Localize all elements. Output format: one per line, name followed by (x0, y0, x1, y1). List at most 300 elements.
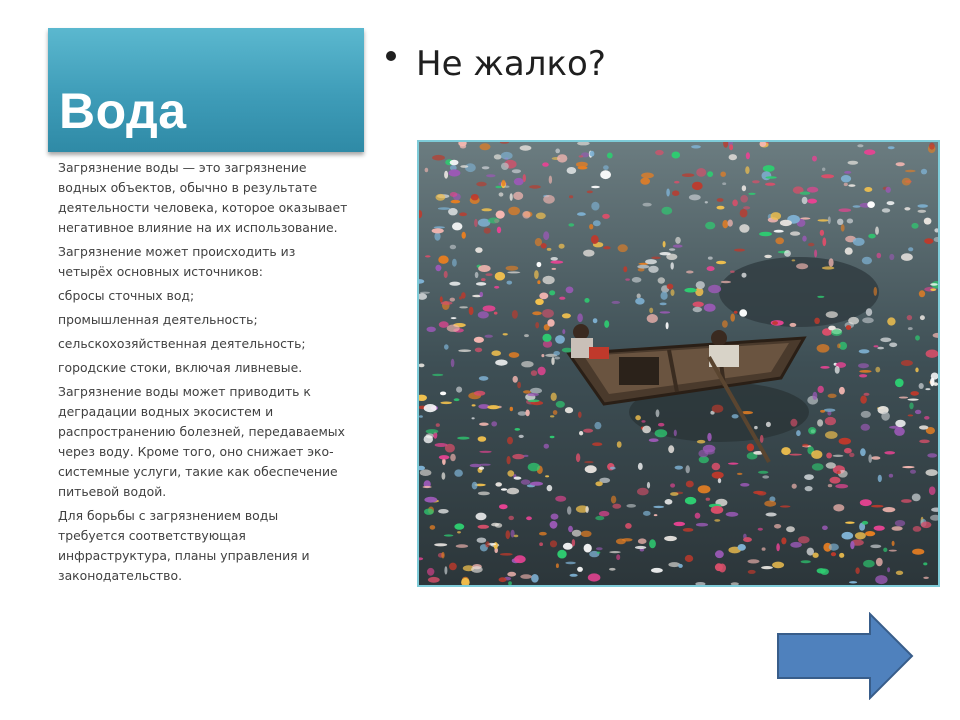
debris-item (864, 149, 875, 155)
debris-item (513, 192, 523, 200)
debris-item (841, 224, 845, 231)
debris-item (833, 504, 844, 511)
debris-item (847, 219, 853, 224)
debris-item (576, 453, 580, 462)
debris-item (632, 277, 642, 283)
debris-item (475, 272, 479, 278)
debris-item (501, 163, 509, 170)
debris-item (449, 563, 457, 571)
debris-item (542, 162, 549, 166)
debris-item (436, 423, 440, 427)
debris-item (528, 400, 540, 403)
debris-item (501, 488, 507, 491)
debris-item (472, 482, 478, 490)
debris-item (549, 290, 555, 295)
debris-item (550, 521, 558, 529)
debris-item (808, 243, 814, 247)
debris-item (704, 304, 716, 312)
debris-item (454, 523, 464, 529)
debris-item (531, 574, 539, 583)
debris-item (901, 360, 913, 366)
debris-item (572, 530, 582, 537)
debris-item (462, 232, 466, 239)
debris-item (501, 152, 513, 160)
bullet-dot-icon (386, 51, 396, 61)
debris-item (507, 488, 519, 495)
debris-item (831, 552, 836, 556)
debris-item (805, 486, 813, 491)
debris-item (514, 535, 519, 538)
debris-item (503, 333, 508, 335)
slide-title: Вода (59, 83, 187, 139)
debris-item (524, 334, 529, 337)
debris-item (926, 350, 938, 358)
paragraph: Для борьбы с загрязнением воды требуется соответствующая инфраструктура, планы управления и законодательство. (58, 508, 310, 583)
debris-item (476, 282, 486, 286)
debris-item (553, 351, 560, 356)
debris-item (523, 455, 528, 457)
polluted-river-photo (417, 140, 940, 587)
debris-item (456, 387, 462, 393)
debris-item (693, 302, 704, 308)
debris-item (508, 516, 514, 520)
debris-item (510, 193, 513, 201)
debris-item (622, 538, 633, 541)
debris-item (807, 199, 817, 204)
debris-item (792, 259, 796, 261)
debris-item (923, 577, 929, 579)
debris-item (814, 318, 820, 324)
debris-item (761, 566, 773, 569)
paragraph: сельскохозяйственная деятельность; (58, 336, 306, 351)
debris-item (685, 497, 696, 505)
debris-item (444, 344, 449, 349)
debris-item (739, 224, 749, 233)
debris-item (697, 440, 705, 444)
debris-item (504, 186, 509, 188)
photo-illustration (419, 142, 938, 585)
debris-item (717, 206, 725, 210)
debris-item (859, 374, 867, 377)
debris-item (480, 143, 491, 150)
debris-item (647, 314, 658, 323)
debris-item (712, 472, 724, 479)
debris-item (858, 363, 869, 368)
debris-item (642, 426, 651, 434)
debris-item (870, 545, 881, 549)
debris-item (432, 374, 443, 376)
debris-item (786, 526, 795, 532)
debris-item (835, 484, 848, 488)
debris-item (444, 271, 448, 278)
debris-item (875, 227, 879, 235)
debris-item (874, 526, 885, 531)
debris-item (908, 327, 913, 330)
debris-item (643, 511, 651, 516)
debris-item (711, 506, 724, 514)
debris-item (919, 290, 925, 297)
debris-item (696, 168, 706, 177)
debris-item (708, 285, 721, 294)
debris-item (555, 335, 565, 344)
debris-item (647, 482, 650, 489)
debris-item (577, 567, 583, 572)
debris-item (521, 479, 531, 484)
debris-item (432, 155, 445, 161)
debris-item (589, 224, 593, 229)
debris-item (658, 423, 664, 427)
debris-item (570, 574, 578, 577)
debris-item (865, 531, 875, 536)
debris-item (837, 471, 841, 474)
debris-item (475, 247, 482, 253)
debris-item (579, 155, 584, 157)
debris-item (929, 486, 936, 495)
debris-item (807, 187, 818, 193)
debris-item (901, 253, 913, 261)
debris-item (875, 367, 880, 373)
debris-item (572, 539, 575, 546)
paragraph: городские стоки, включая ливневые. (58, 360, 303, 375)
debris-item (514, 178, 524, 185)
paragraph: Загрязнение может происходить из четырёх основных источников: (58, 244, 296, 279)
debris-item (531, 370, 537, 376)
debris-item (518, 411, 527, 416)
debris-item (541, 243, 547, 249)
debris-item (485, 335, 493, 338)
debris-item (507, 437, 513, 445)
debris-item (714, 519, 720, 522)
debris-item (839, 438, 851, 445)
bullet-text: Не жалко? (416, 44, 606, 84)
debris-item (675, 466, 683, 470)
debris-item (547, 319, 554, 327)
debris-item (478, 525, 490, 529)
debris-item (553, 410, 558, 415)
debris-item (481, 208, 492, 211)
debris-item (456, 544, 468, 548)
debris-item (491, 421, 497, 426)
debris-item (737, 473, 743, 475)
debris-item (556, 563, 559, 568)
debris-item (507, 281, 513, 285)
debris-item (539, 532, 547, 536)
debris-item (796, 263, 808, 269)
debris-item (542, 309, 554, 318)
debris-item (715, 550, 724, 558)
debris-item (722, 182, 726, 185)
debris-item (506, 266, 519, 271)
debris-item (775, 237, 784, 244)
debris-item (740, 195, 748, 203)
debris-item (925, 388, 930, 390)
debris-item (460, 145, 466, 149)
debris-item (530, 388, 542, 394)
debris-item (739, 309, 747, 317)
debris-item (871, 456, 880, 460)
debris-item (774, 524, 781, 529)
debris-item (637, 294, 641, 299)
debris-item (822, 237, 826, 246)
debris-item (512, 454, 524, 459)
debris-item (439, 455, 450, 459)
debris-item (857, 144, 863, 147)
debris-item (451, 359, 455, 367)
next-slide-arrow[interactable] (776, 612, 916, 700)
debris-item (449, 282, 460, 286)
debris-item (861, 424, 870, 431)
debris-item (824, 409, 836, 412)
debris-item (645, 259, 657, 264)
debris-item (929, 143, 935, 150)
debris-item (649, 539, 656, 548)
debris-item (812, 156, 817, 162)
debris-item (849, 581, 857, 583)
debris-item (438, 207, 450, 210)
debris-item (672, 152, 681, 159)
debris-item (669, 248, 675, 251)
debris-item (472, 404, 476, 406)
debris-item (889, 550, 897, 552)
debris-item (425, 168, 429, 173)
debris-item (451, 317, 457, 319)
debris-item (419, 415, 423, 418)
debris-item (910, 391, 919, 396)
debris-item (562, 313, 571, 318)
debris-item (452, 222, 462, 230)
debris-item (855, 532, 866, 539)
debris-item (454, 469, 463, 476)
debris-item (825, 431, 838, 439)
debris-item (550, 436, 555, 438)
debris-item (654, 514, 658, 516)
debris-item (547, 248, 552, 251)
debris-item (596, 547, 603, 550)
debris-item (763, 165, 775, 172)
debris-item (908, 414, 914, 416)
debris-item (833, 455, 844, 457)
debris-item (789, 454, 802, 456)
debris-item (542, 334, 551, 342)
debris-item (910, 470, 916, 474)
debris-item (887, 201, 895, 205)
title-box (48, 28, 364, 152)
debris-item (539, 293, 548, 300)
debris-item (831, 329, 842, 336)
debris-item (562, 348, 573, 353)
debris-item (765, 183, 775, 186)
debris-item (610, 467, 616, 470)
debris-item (551, 393, 557, 401)
debris-item (790, 323, 797, 327)
body-text (58, 158, 348, 590)
debris-item (930, 378, 934, 387)
debris-item (623, 266, 627, 272)
debris-item (427, 327, 436, 332)
debris-item (450, 245, 456, 250)
debris-item (874, 287, 878, 296)
debris-item (817, 419, 823, 426)
debris-item (635, 415, 641, 420)
debris-item (766, 513, 777, 517)
debris-item (828, 394, 837, 398)
debris-item (674, 181, 679, 184)
debris-item (802, 197, 808, 204)
debris-item (626, 504, 636, 508)
debris-item (926, 469, 938, 476)
debris-item (880, 338, 891, 343)
debris-item (522, 211, 530, 219)
debris-item (442, 472, 446, 480)
debris-item (502, 180, 506, 187)
debris-item (927, 453, 937, 457)
debris-item (666, 189, 670, 197)
debris-item (862, 521, 868, 525)
debris-item (892, 541, 895, 546)
debris-item (668, 445, 674, 453)
debris-item (896, 162, 905, 166)
debris-item (491, 350, 501, 356)
debris-item (479, 423, 489, 426)
debris-item (846, 325, 851, 330)
debris-item (532, 311, 542, 315)
debris-item (801, 560, 811, 563)
debris-item (790, 542, 802, 548)
debris-item (752, 180, 760, 183)
debris-item (649, 438, 659, 442)
debris-item (742, 185, 746, 191)
debris-item (494, 154, 502, 159)
debris-item (482, 166, 490, 169)
debris-item (535, 322, 539, 328)
debris-item (764, 501, 776, 507)
debris-item (579, 431, 583, 435)
debris-item (754, 426, 758, 429)
debris-item (930, 288, 936, 291)
debris-item (655, 429, 668, 437)
debris-item (551, 357, 554, 365)
debris-item (509, 352, 520, 358)
debris-item (877, 253, 882, 259)
debris-item (746, 152, 750, 159)
debris-item (487, 405, 499, 409)
debris-item (859, 349, 870, 353)
debris-item (686, 465, 690, 473)
debris-item (920, 315, 925, 320)
debris-item (545, 475, 549, 477)
debris-item (875, 575, 887, 584)
debris-item (848, 317, 859, 325)
debris-item (471, 194, 479, 200)
debris-item (765, 176, 776, 178)
debris-item (675, 237, 681, 244)
debris-item (525, 410, 529, 417)
debris-item (887, 567, 890, 572)
debris-item (740, 483, 749, 487)
debris-item (547, 485, 553, 491)
debris-item (485, 541, 489, 547)
debris-item (820, 366, 829, 369)
debris-item (495, 360, 507, 366)
debris-item (822, 168, 825, 172)
debris-item (917, 204, 928, 207)
debris-item (587, 191, 593, 194)
debris-item (637, 488, 649, 496)
debris-item (599, 511, 610, 517)
debris-item (901, 499, 912, 503)
debris-item (552, 268, 557, 270)
debris-item (478, 265, 490, 272)
debris-item (506, 530, 511, 539)
debris-item (919, 425, 928, 429)
debris-item (460, 165, 468, 168)
debris-item (495, 272, 505, 281)
debris-item (479, 451, 491, 453)
debris-item (849, 453, 854, 457)
debris-item (730, 314, 735, 322)
debris-item (923, 562, 927, 565)
debris-item (822, 266, 834, 269)
debris-item (517, 382, 521, 389)
debris-item (804, 474, 814, 480)
debris-item (800, 192, 811, 195)
debris-item (921, 169, 927, 175)
debris-item (427, 568, 434, 576)
debris-item (930, 283, 938, 286)
debris-item (684, 288, 696, 293)
debris-item (500, 553, 513, 556)
right-arrow-icon[interactable] (778, 614, 912, 698)
debris-item (440, 296, 443, 302)
debris-item (478, 492, 490, 496)
debris-item (585, 465, 597, 473)
debris-item (839, 553, 844, 558)
debris-item (457, 531, 461, 533)
debris-item (683, 528, 694, 532)
debris-item (664, 536, 677, 541)
debris-item (842, 532, 854, 540)
debris-item (607, 153, 613, 159)
debris-item (774, 230, 784, 233)
debris-item (871, 505, 883, 508)
debris-item (734, 311, 738, 314)
debris-item (859, 370, 871, 373)
debris-item (830, 477, 841, 484)
debris-item (638, 538, 647, 544)
debris-item (686, 481, 694, 488)
debris-item (862, 317, 874, 323)
debris-item (909, 403, 913, 410)
debris-item (913, 526, 922, 532)
debris-item (543, 231, 549, 240)
debris-item (896, 571, 903, 575)
debris-item (821, 174, 834, 178)
debris-item (732, 200, 738, 207)
debris-item (481, 278, 486, 281)
debris-item (508, 207, 520, 216)
debris-item (470, 464, 481, 468)
debris-item (853, 238, 865, 246)
debris-item (612, 504, 621, 509)
debris-item (510, 407, 513, 411)
debris-item (776, 543, 780, 551)
debris-item (672, 190, 679, 196)
debris-item (781, 447, 791, 455)
debris-item (591, 202, 599, 211)
debris-item (812, 463, 824, 470)
debris-item (881, 412, 890, 421)
debris-item (726, 512, 739, 517)
